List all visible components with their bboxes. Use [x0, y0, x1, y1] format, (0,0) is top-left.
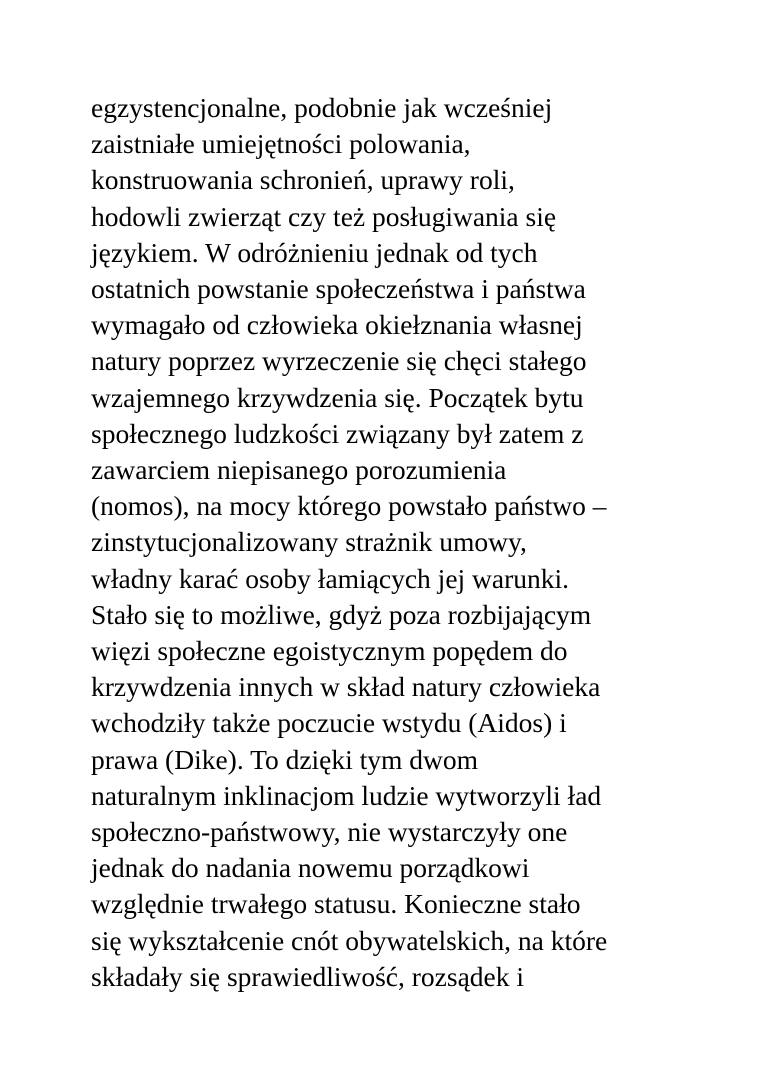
text-line: względnie trwałego statusu. Konieczne stało [91, 888, 581, 920]
text-line: się wykształcenie cnót obywatelskich, na które [91, 924, 608, 956]
body-text [91, 90, 731, 995]
text-line: naturalnym inklinacjom ludzie wytworzyli ład [91, 779, 602, 811]
text-line: społecznego ludzkości związany był zatem z [91, 417, 584, 449]
text-line: zinstytucjonalizowany strażnik umowy, [91, 526, 527, 558]
text-line: konstruowania schronień, uprawy roli, [91, 164, 515, 196]
text-line: więzi społeczne egoistycznym popędem do [91, 635, 568, 667]
text-line: ostatnich powstanie społeczeństwa i państwa [91, 273, 586, 305]
text-line: społeczno-państwowy, nie wystarczyły one [91, 816, 568, 848]
text-line: zawarciem niepisanego porozumienia [91, 454, 507, 486]
text-line: natury poprzez wyrzeczenie się chęci stałego [91, 345, 587, 377]
text-line: językiem. W odróżnieniu jednak od tych [91, 236, 538, 268]
text-line: hodowli zwierząt czy też posługiwania się [91, 200, 557, 232]
text-line: Stało się to możliwe, gdyż poza rozbijającym [91, 598, 592, 630]
text-line: składały się sprawiedliwość, rozsądek i [91, 960, 525, 992]
text-line: wzajemnego krzywdzenia się. Początek bytu [91, 381, 584, 413]
text-line: egzystencjonalne, podobnie jak wcześniej [91, 92, 553, 123]
text-line: krzywdzenia innych w skład natury człowieka [91, 671, 601, 703]
text-line: wymagało od człowieka okiełznania własnej [91, 309, 583, 341]
text-line: prawa (Dike). To dzięki tym dwom [91, 743, 479, 775]
text-line: jednak do nadania nowemu porządkowi [91, 852, 530, 884]
text-line: władny karać osoby łamiących jej warunki. [91, 562, 570, 594]
text-line: wchodziły także poczucie wstydu (Aidos) i [91, 707, 567, 739]
text-line: zaistniałe umiejętności polowania, [91, 128, 471, 160]
text-line: (nomos), na mocy którego powstało państwo – [91, 490, 607, 522]
